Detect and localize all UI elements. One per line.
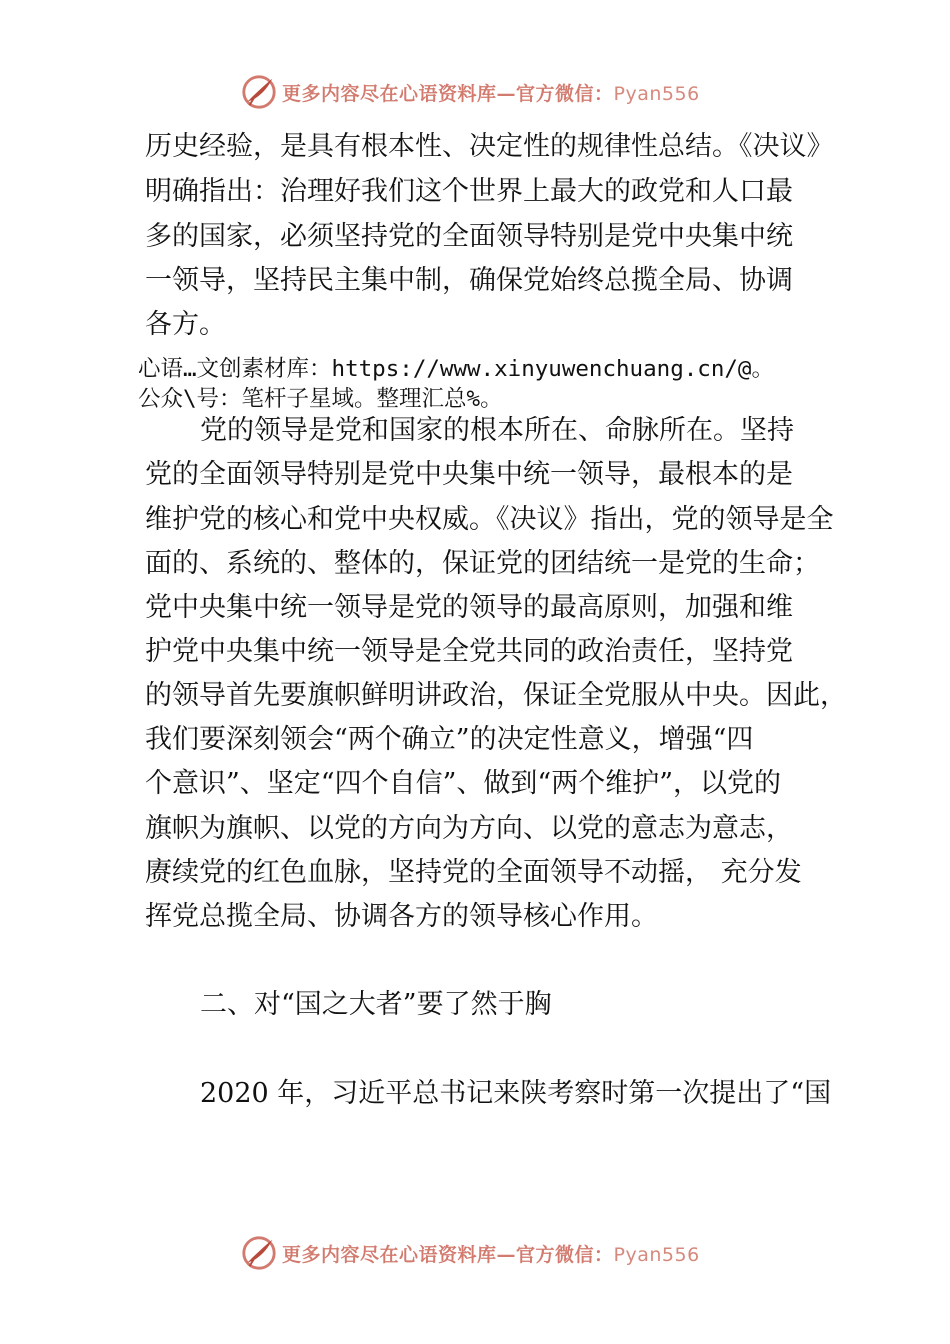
quill-pen-logo-icon [240,1234,278,1272]
watermark-banner-top [240,70,700,114]
paragraph2-line: 个意识”、坚定“四个自信”、做到“两个维护”，以党的 [145,768,782,799]
watermark-text: 更多内容尽在心语资料库—官方微信：Pyan556 [282,1243,700,1266]
paragraph2-line: 护党中央集中统一领导是全党共同的政治责任，坚持党 [145,636,793,667]
section-heading: 二、对“国之大者”要了然于胸 [200,989,552,1020]
paragraph2-line: 党的领导是党和国家的根本所在、命脉所在。坚持 [200,415,794,446]
paragraph1-line: 一领导，坚持民主集中制，确保党始终总揽全局、协调 [145,265,793,296]
paragraph1-line: 明确指出：治理好我们这个世界上最大的政党和人口最 [145,176,793,207]
paragraph2-line: 党中央集中统一领导是党的领导的最高原则，加强和维 [145,592,793,623]
watermark-text: 更多内容尽在心语资料库—官方微信：Pyan556 [282,82,700,105]
paragraph2-line: 的领导首先要旗帜鲜明讲政治，保证全党服从中央。因此， [145,680,847,711]
paragraph2-line: 我们要深刻领会“两个确立”的决定性意义，增强“四 [145,724,754,755]
paragraph2-line: 挥党总揽全局、协调各方的领导核心作用。 [145,901,658,932]
watermark-banner-bottom [240,1231,700,1275]
source-note-line: 心语…文创素材库：https://www.xinyuwenchuang.cn/@。 [138,356,774,382]
paragraph2-line: 党的全面领导特别是党中央集中统一领导，最根本的是 [145,459,793,490]
paragraph2-line: 旗帜为旗帜、以党的方向为方向、以党的意志为意志， [145,813,793,844]
paragraph2-line: 维护党的核心和党中央权威。《决议》指出，党的领导是全 [145,504,834,535]
source-note-line: 公众\号：笔杆子星域。整理汇总%。 [138,386,503,412]
paragraph3-line: 2020 年，习近平总书记来陕考察时第一次提出了“国 [200,1078,832,1109]
paragraph1-line: 各方。 [145,309,226,340]
paragraph1-line: 历史经验，是具有根本性、决定性的规律性总结。《决议》 [145,131,834,162]
quill-pen-logo-icon [240,73,278,111]
paragraph2-line: 赓续党的红色血脉，坚持党的全面领导不动摇， 充分发 [145,857,802,888]
paragraph1-line: 多的国家，必须坚持党的全面领导特别是党中央集中统 [145,221,793,252]
paragraph2-line: 面的、系统的、整体的，保证党的团结统一是党的生命； [145,548,820,579]
